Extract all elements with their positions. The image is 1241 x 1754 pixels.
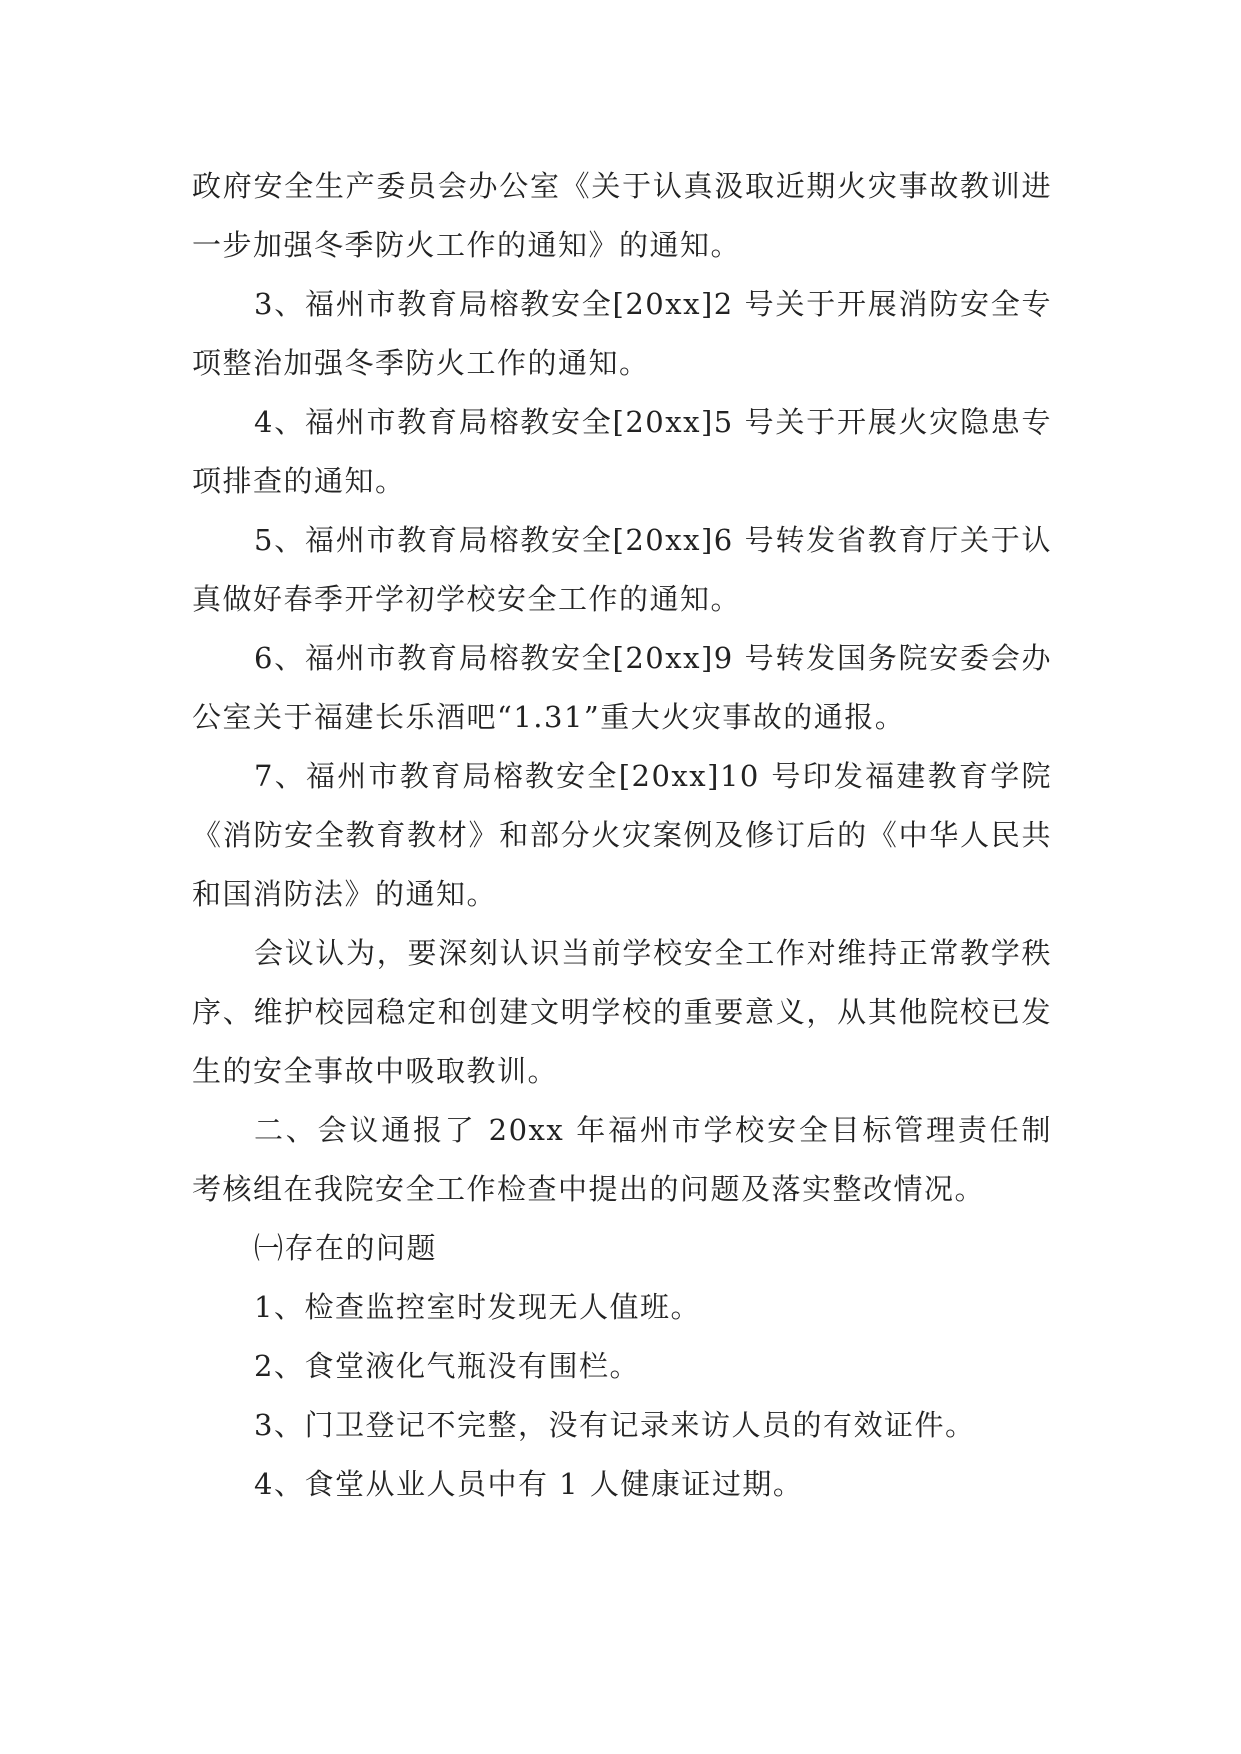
meeting-conclusion-paragraph: 会议认为，要深刻认识当前学校安全工作对维持正常教学秩序、维护校园稳定和创建文明学校的重要意义，从其他院校已发生的安全事故中吸取教训。: [192, 936, 1052, 1088]
subsection-heading: ㈠存在的问题: [254, 1231, 438, 1265]
problem-item-3: 3、门卫登记不完整，没有记录来访人员的有效证件。: [254, 1408, 976, 1442]
paragraph-continuation: 政府安全生产委员会办公室《关于认真汲取近期火灾事故教训进一步加强冬季防火工作的通知》的通知。: [192, 169, 1052, 262]
section-two-paragraph: 二、会议通报了 20xx 年福州市学校安全目标管理责任制考核组在我院安全工作检查中提出的问题及落实整改情况。: [192, 1113, 1052, 1206]
document-body: [192, 157, 1052, 1514]
list-item-6: 6、福州市教育局榕教安全[20xx]9 号转发国务院安委会办公室关于福建长乐酒吧“1.31”重大火灾事故的通报。: [192, 641, 1052, 734]
list-item-4: 4、福州市教育局榕教安全[20xx]5 号关于开展火灾隐患专项排查的通知。: [192, 405, 1052, 498]
list-item-5: 5、福州市教育局榕教安全[20xx]6 号转发省教育厅关于认真做好春季开学初学校安全工作的通知。: [192, 523, 1052, 616]
list-item-7: 7、福州市教育局榕教安全[20xx]10 号印发福建教育学院《消防安全教育教材》和部分火灾案例及修订后的《中华人民共和国消防法》的通知。: [192, 759, 1052, 911]
problem-item-4: 4、食堂从业人员中有 1 人健康证过期。: [254, 1467, 804, 1501]
problem-item-1: 1、检查监控室时发现无人值班。: [254, 1290, 701, 1324]
list-item-3: 3、福州市教育局榕教安全[20xx]2 号关于开展消防安全专项整治加强冬季防火工作的通知。: [192, 287, 1052, 380]
problem-item-2: 2、食堂液化气瓶没有围栏。: [254, 1349, 640, 1383]
